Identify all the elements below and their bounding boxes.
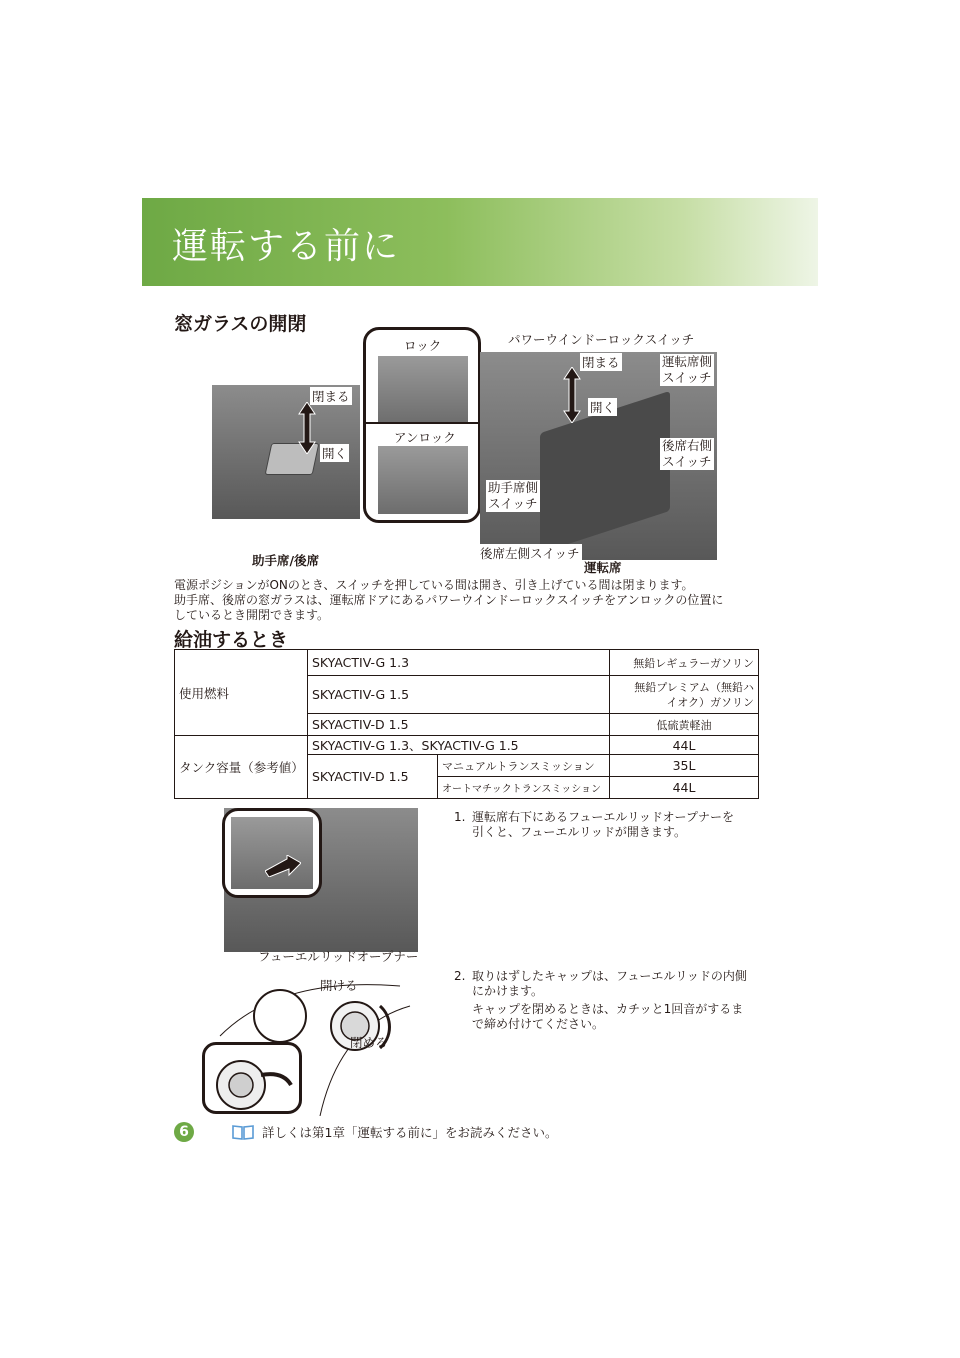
label-power-window-lock-switch: パワーウインドーロックスイッチ [508, 332, 695, 347]
cell-fuel-label: 使用燃料 [175, 650, 308, 736]
cell-tank-label: タンク容量（参考値） [175, 736, 308, 799]
label-open-right: 開く [590, 400, 616, 415]
label-unlock: アンロック [394, 430, 456, 445]
label-driver-switch: 運転席側 スイッチ [662, 354, 713, 385]
cell-transmission: マニュアルトランスミッション [438, 755, 610, 777]
cell-fuel-type: 低硫黄軽油 [610, 714, 759, 736]
cell-capacity: 35L [610, 755, 759, 777]
cell-engine: SKYACTIV-G 1.3、SKYACTIV-G 1.5 [308, 736, 610, 755]
label-open-left: 開く [322, 446, 348, 461]
cell-capacity: 44L [610, 777, 759, 799]
label-fuel-lid-opener: フューエルリッドオープナー [258, 949, 419, 964]
label-passenger-switch: 助手席側 スイッチ [488, 480, 539, 511]
cell-engine: SKYACTIV-G 1.3 [308, 650, 610, 676]
step-1: 1. 運転席右下にあるフューエルリッドオープナーを 引くと、フューエルリッドが開きます。 [454, 810, 734, 839]
cell-fuel-type: 無鉛プレミアム（無鉛ハ イオク）ガソリン [610, 676, 759, 714]
label-lock: ロック [404, 338, 442, 353]
cell-engine: SKYACTIV-G 1.5 [308, 676, 610, 714]
step-2: 2. 取りはずしたキャップは、フューエルリッドの内側 にかけます。 キャップを閉めるときは、カチッと1回音がするま で締め付けてください。 [454, 969, 747, 1031]
cell-transmission: オートマチックトランスミッション [438, 777, 610, 799]
label-close-right: 閉まる [582, 355, 620, 370]
cell-fuel-type: 無鉛レギュラーガソリン [610, 650, 759, 676]
caption-driver: 運転席 [584, 560, 622, 575]
up-down-arrow-icon [563, 367, 581, 423]
label-open-cap: 開ける [320, 978, 358, 993]
unlock-photo [378, 446, 468, 514]
fuel-cap-inset [202, 1042, 302, 1114]
section-heading-window: 窓ガラスの開閉 [174, 313, 307, 335]
up-down-arrow-icon [298, 402, 316, 454]
inset-divider [366, 422, 478, 424]
cell-engine: SKYACTIV-D 1.5 [308, 714, 610, 736]
section-heading-fuel: 給油するとき [174, 629, 289, 651]
table-row [175, 736, 759, 755]
chapter-title: 運転する前に [172, 226, 401, 267]
lock-photo [378, 356, 468, 424]
fuel-spec-table [174, 649, 759, 799]
cell-engine: SKYACTIV-D 1.5 [308, 755, 438, 799]
opener-closeup-photo [231, 817, 313, 889]
table-row [175, 650, 759, 676]
cell-capacity: 44L [610, 736, 759, 755]
lock-unlock-inset [363, 327, 481, 523]
page-number-badge: 6 [174, 1122, 194, 1142]
label-close-cap: 閉める [350, 1035, 388, 1050]
footer-note: 詳しくは第1章「運転する前に」をお読みください。 [262, 1125, 558, 1140]
label-rear-left-switch: 後席左側スイッチ [480, 546, 580, 561]
label-close-left: 閉まる [312, 389, 350, 404]
fuel-opener-inset [222, 808, 322, 898]
caption-passenger-rear: 助手席/後席 [252, 553, 320, 568]
book-icon [232, 1124, 254, 1140]
label-rear-right-switch: 後席右側 スイッチ [662, 438, 713, 469]
window-description: 電源ポジションがONのとき、スイッチを押している間は開き、引き上げている間は閉まります。 助手席、後席の窓ガラスは、運転席ドアにあるパワーウインドーロックスイッチをアンロックの位置に しているとき開閉できます。 [174, 578, 724, 622]
pull-arrow-icon [265, 855, 301, 877]
fuel-cap-closeup [205, 1045, 299, 1111]
